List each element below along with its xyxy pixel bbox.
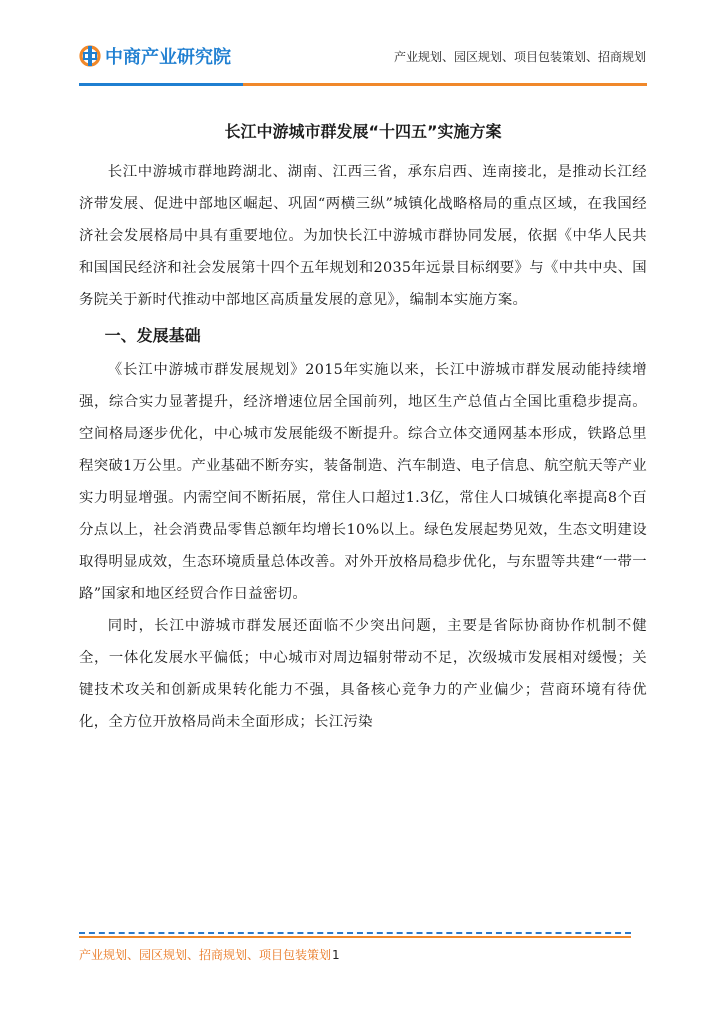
body-paragraph: 《长江中游城市群发展规划》2015年实施以来，长江中游城市群发展动能持续增强，综合实力显著提升，经济增速位居全国前列，地区生产总值占全国比重稳步提高。空间格局逐步优化，中心城市发展能级不断提升。综合立体交通网基本形成，铁路总里程突破1万公里。产业基础不断夯实，装备制造、汽车制造、电子信息、航空航天等产业实力明显增强。内需空间不断拓展，常住人口超过1.3亿，常住人口城镇化率提高8个百分点以上，社会消费品零售总额年均增长10%以上。绿色发展起势见效，生态文明建设取得明显成效，生态环境质量总体改善。对外开放格局稳步优化，与东盟等共建“一带一路”国家和地区经贸合作日益密切。	[79, 362, 647, 602]
page-number: 1	[332, 948, 340, 962]
document-title: 长江中游城市群发展“十四五”实施方案	[224, 122, 502, 141]
logo-icon	[79, 45, 101, 67]
section-heading: 一、发展基础	[104, 326, 201, 345]
page-footer	[79, 946, 340, 963]
header-divider-blue	[79, 83, 243, 86]
header-tagline: 产业规划、园区规划、项目包装策划、招商规划	[393, 50, 646, 64]
body-paragraph: 同时，长江中游城市群发展还面临不少突出问题，主要是省际协商协作机制不健全，一体化发展水平偏低；中心城市对周边辐射带动不足，次级城市发展相对缓慢；关键技术攻关和创新成果转化能力不强，具备核心竞争力的产业偏少；营商环境有待优化，全方位开放格局尚未全面形成；长江污染	[79, 618, 647, 730]
page-header	[0, 0, 724, 90]
footer-divider-dashed	[79, 932, 631, 934]
footer-divider-orange	[79, 936, 631, 938]
logo	[79, 43, 231, 69]
logo-text: 中商产业研究院	[105, 47, 231, 68]
intro-paragraph: 长江中游城市群地跨湖北、湖南、江西三省，承东启西、连南接北，是推动长江经济带发展、促进中部地区崛起、巩固“两横三纵”城镇化战略格局的重点区域，在我国经济社会发展格局中具有重要地位。为加快长江中游城市群协同发展，依据《中华人民共和国国民经济和社会发展第十四个五年规划和2035年远景目标纲要》与《中共中央、国务院关于新时代推动中部地区高质量发展的意见》，编制本实施方案。	[79, 164, 647, 308]
footer-tagline: 产业规划、园区规划、招商规划、项目包装策划	[79, 948, 332, 962]
document-body	[79, 120, 647, 738]
header-divider-orange	[243, 83, 647, 86]
